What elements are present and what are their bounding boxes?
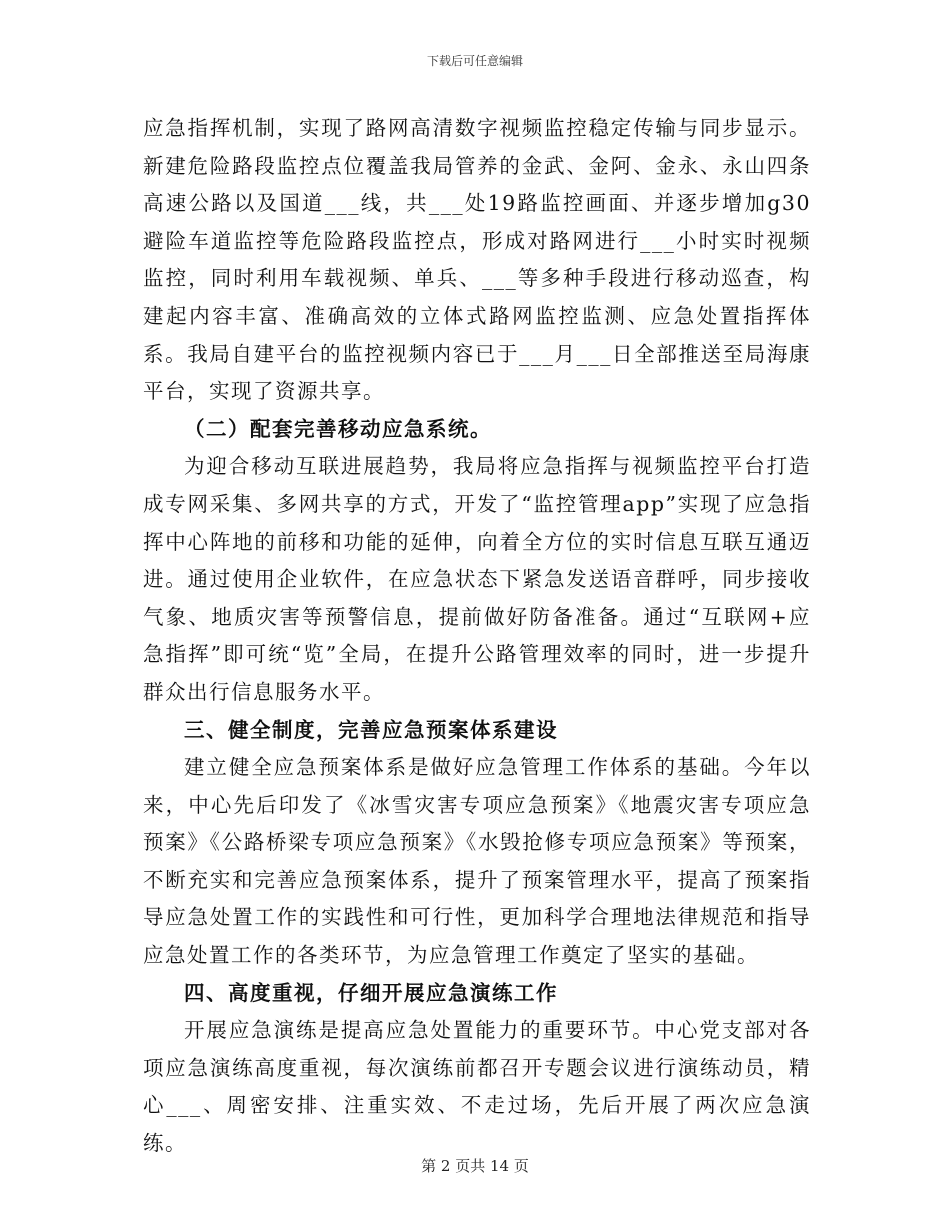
paragraph-2: 为迎合移动互联进展趋势，我局将应急指挥与视频监控平台打造成专网采集、多网共享的方式，开发了“监控管理app”实现了应急指挥中心阵地的前移和功能的延伸，向着全方位的实时信息互联互通迈进。通过使用企业软件，在应急状态下紧急发送语音群呼，同步接收气象、地质灾害等预警信息，提前做好防备准备。通过“互联网+应急指挥”即可统“览”全局，在提升公路管理效率的同时，进一步提升群众出行信息服务水平。	[143, 454, 811, 704]
paragraph-3: 建立健全应急预案体系是做好应急管理工作体系的基础。今年以来，中心先后印发了《冰雪灾害专项应急预案》《地震灾害专项应急预案》《公路桥梁专项应急预案》《水毁抢修专项应急预案》等预案，不断充实和完善应急预案体系，提升了预案管理水平，提高了预案指导应急处置工作的实践性和可行性，更加科学合理地法律规范和指导应急处置工作的各类环节，为应急管理工作奠定了坚实的基础。	[143, 755, 811, 968]
section-heading-3: 三、健全制度，完善应急预案体系建设	[184, 717, 558, 742]
page-header: 下载后可任意编辑	[426, 54, 523, 68]
document-body	[143, 110, 811, 1163]
paragraph-4: 开展应急演练是提高应急处置能力的重要环节。中心党支部对各项应急演练高度重视，每次演练前都召开专题会议进行演练动员，精心___、周密安排、注重实效、不走过场，先后开展了两次应急演练。	[143, 1018, 811, 1156]
section-heading-4: 四、高度重视，仔细开展应急演练工作	[184, 980, 558, 1005]
page-number: 第 2 页共 14 页	[421, 1157, 529, 1175]
paragraph-1: 应急指挥机制，实现了路网高清数字视频监控稳定传输与同步显示。新建危险路段监控点位覆盖我局管养的金武、金阿、金永、永山四条高速公路以及国道___线，共___处19路监控画面、并逐步增加g30避险车道监控等危险路段监控点，形成对路网进行___小时实时视频监控，同时利用车载视频、单兵、___等多种手段进行移动巡查，构建起内容丰富、准确高效的立体式路网监控监测、应急处置指挥体系。我局自建平台的监控视频内容已于___月___日全部推送至局海康平台，实现了资源共享。	[143, 116, 811, 404]
section-heading-2-sub: （二）配套完善移动应急系统。	[184, 416, 492, 441]
